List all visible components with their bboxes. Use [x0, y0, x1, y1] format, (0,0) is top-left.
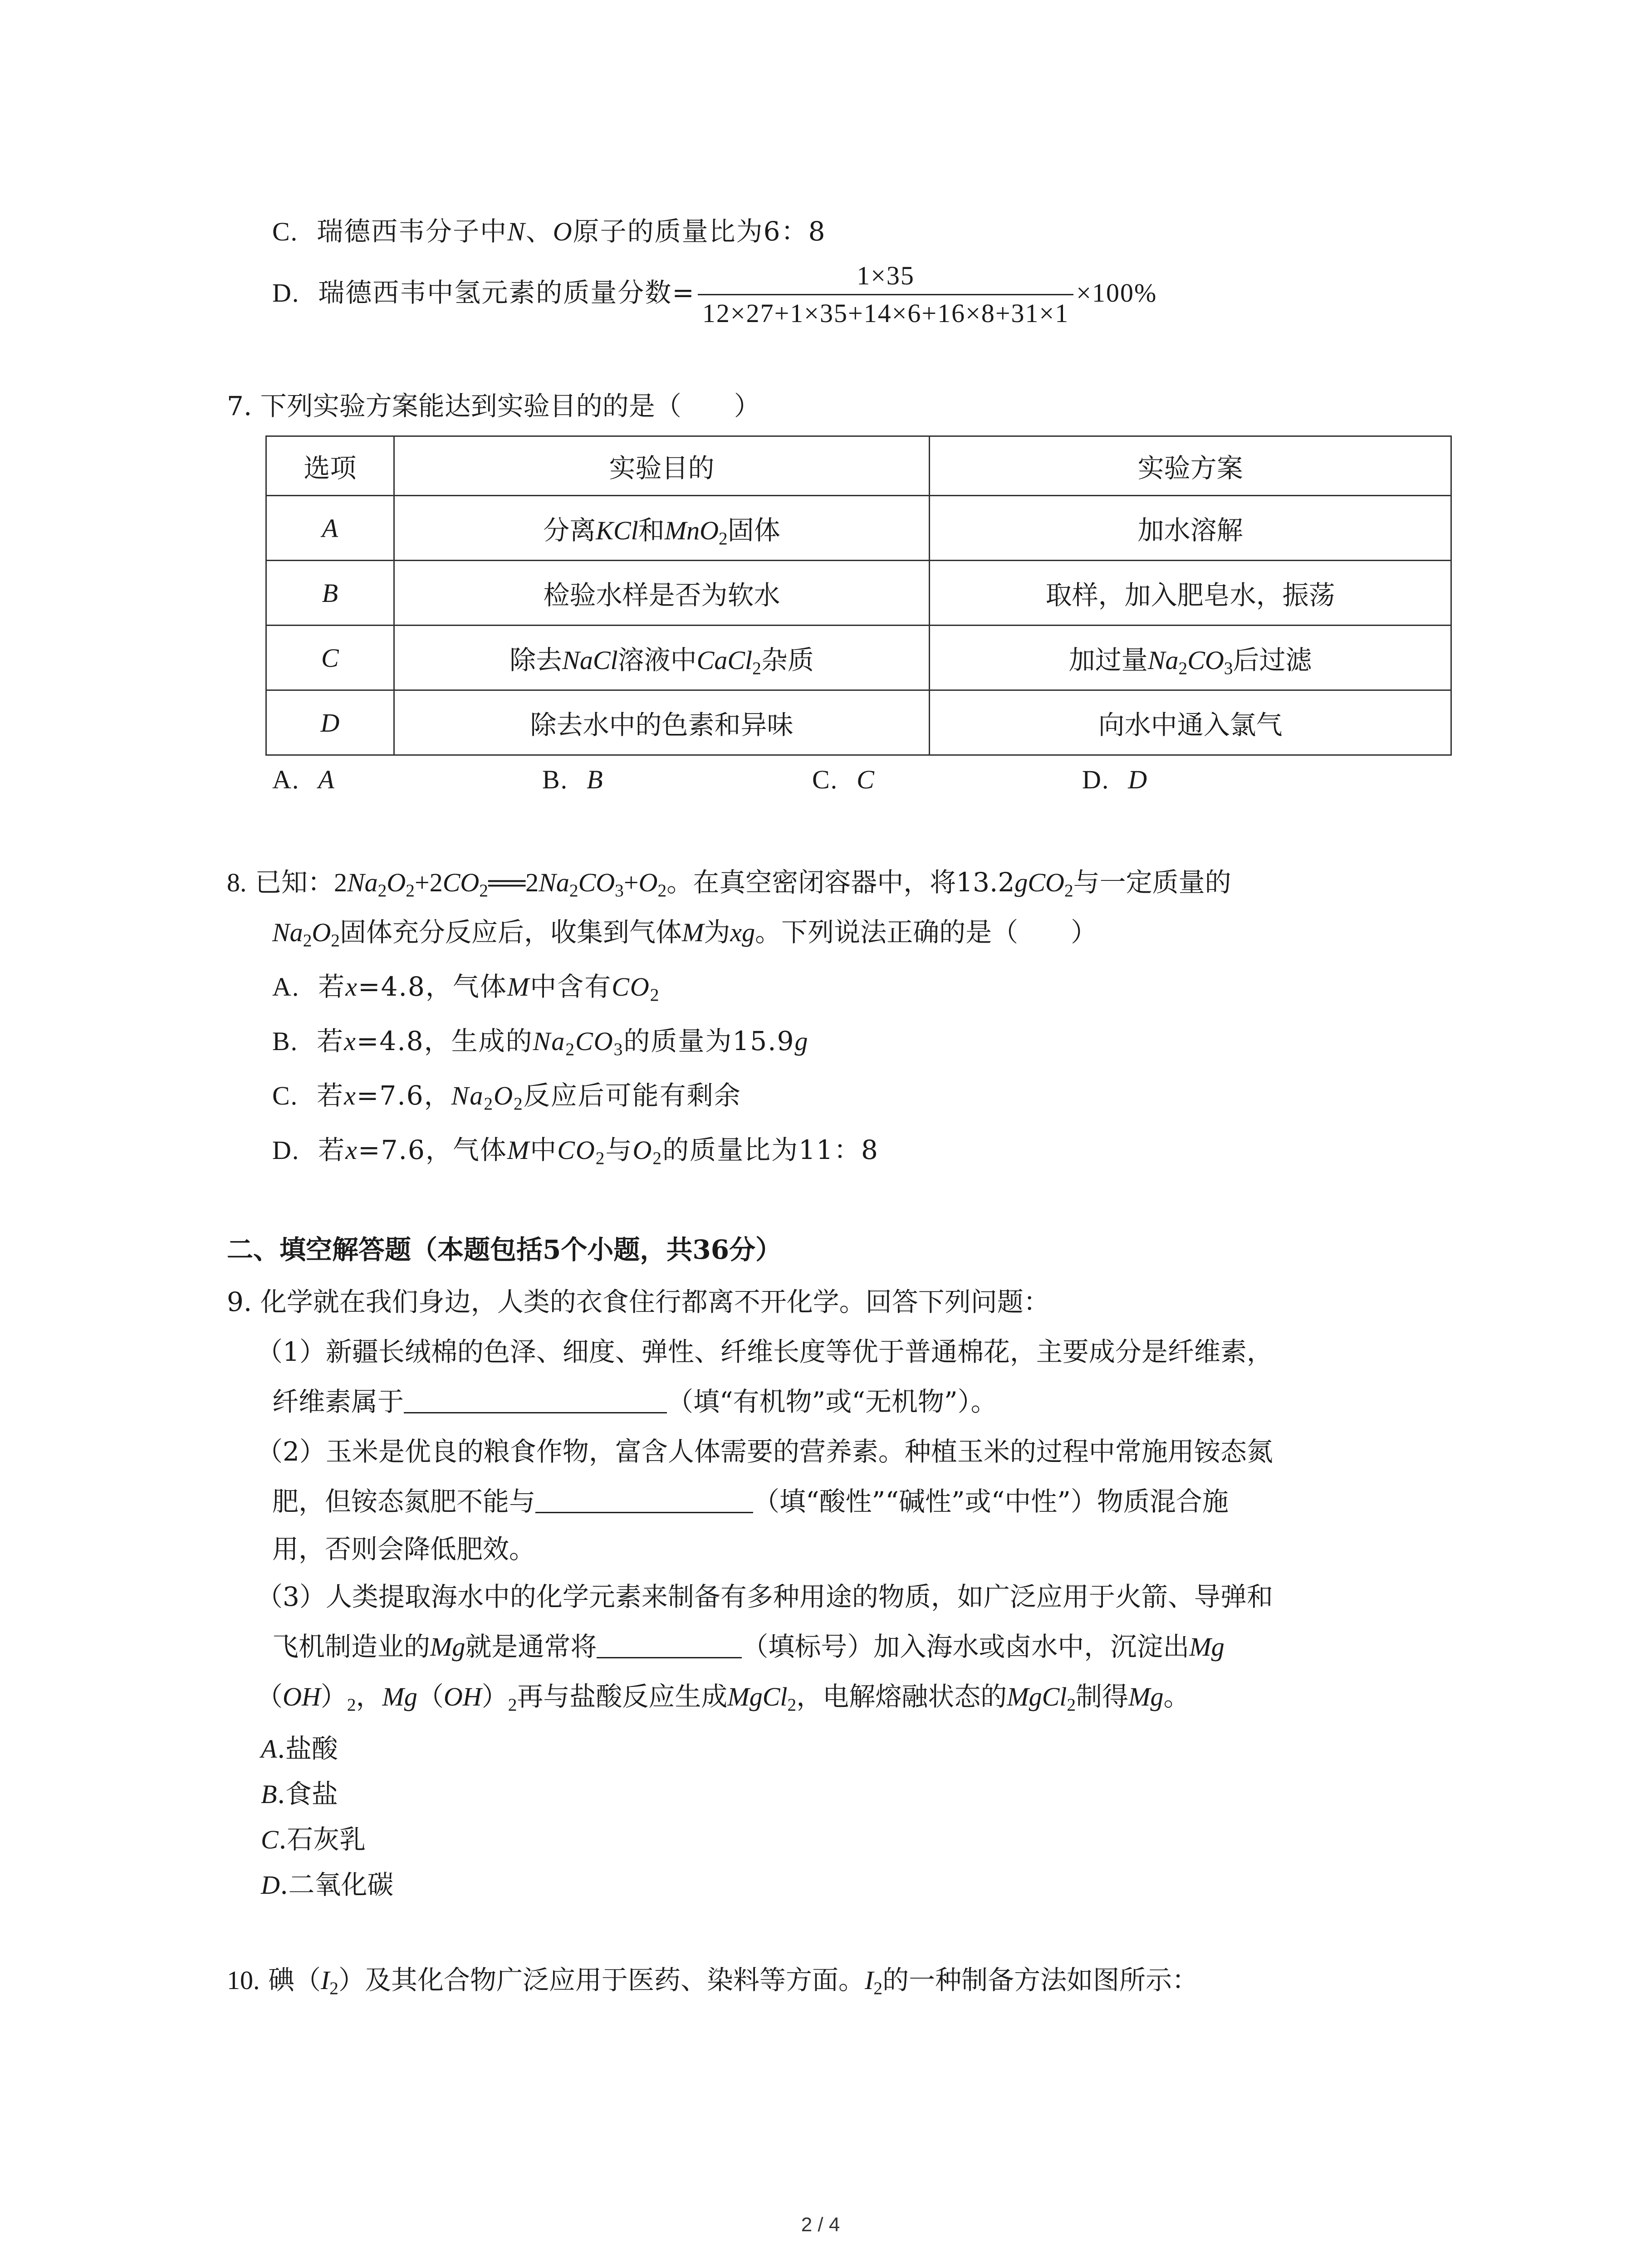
q8-stem-line1: 8. 已知：$2Na_2O_2+2CO_2══2Na_2CO_3+O_2$。在真空密闭容器中，将13.2gCO$_2$与一定质量的	[227, 867, 1231, 901]
q7-choice-b: B. B	[542, 765, 604, 794]
table-cell-option: D	[266, 690, 394, 755]
q9-part1-line1: （1）新疆长绒棉的色泽、细度、弹性、纤维长度等优于普通棉花，主要成分是纤维素，	[256, 1336, 1273, 1367]
table-cell-plan: 加水溶解	[930, 496, 1451, 561]
q9-part3-line3: $(OH)_2$，$Mg(OH)_2$再与盐酸反应生成MgCl$_2$，电解熔融状态的MgCl$_2$制得Mg。	[256, 1681, 1190, 1715]
q7-choice-d: D. D	[1082, 765, 1148, 794]
q9-option-c: C.石灰乳	[261, 1824, 366, 1855]
table-cell-plan: 取样，加入肥皂水，振荡	[930, 561, 1451, 626]
table-cell-plan: 加过量$Na_2CO_3$后过滤	[930, 626, 1451, 690]
table-cell-option: B	[266, 561, 394, 626]
q7-choice-c: C. C	[812, 765, 875, 794]
table-cell-goal: 除去NaCl溶液中CaCl$_2$杂质	[394, 626, 930, 690]
q9-part2-line3: 用，否则会降低肥效。	[272, 1534, 536, 1564]
table-header-row	[266, 436, 1451, 496]
table-row	[266, 496, 1451, 561]
q9-part3-line2: 飞机制造业的Mg就是通常将 （填标号）加入海水或卤水中，沉淀出Mg	[272, 1631, 1225, 1662]
q8-stem-line2: $Na_2O_2$固体充分反应后，收集到气体M为xg。下列说法正确的是（ ）	[272, 917, 1097, 951]
q9-stem: 9. 化学就在我们身边，人类的衣食住行都离不开化学。回答下列问题：	[227, 1286, 1050, 1317]
table-header-cell: 实验方案	[930, 436, 1451, 496]
q8-option-d: D. 若x=7.6，气体M中$CO_2$与$O_2$的质量比为11：8	[272, 1134, 879, 1168]
q7-experiment-table	[265, 435, 1452, 756]
q9-part2-line1: （2）玉米是优良的粮食作物，富含人体需要的营养素。种植玉米的过程中常施用铵态氮	[256, 1436, 1273, 1467]
q8-option-c: C. 若x=7.6，$Na_2O_2$反应后可能有剩余	[272, 1080, 741, 1114]
q9-option-b: B.食盐	[261, 1779, 338, 1809]
equation-equals-sign: ══	[488, 868, 526, 897]
q8-option-a: A. 若x=4.8，气体M中含有$CO_2$	[272, 971, 660, 1005]
table-cell-option: C	[266, 626, 394, 690]
q9-option-d: D.二氧化碳	[261, 1869, 394, 1900]
table-cell-goal: 分离KCl和MnO$_2$固体	[394, 496, 930, 561]
table-cell-plan: 向水中通入氯气	[930, 690, 1451, 755]
table-row	[266, 561, 1451, 626]
section-title: 二、填空解答题（本题包括5个小题，共36分）	[227, 1234, 782, 1265]
table-header-cell: 实验目的	[394, 436, 930, 496]
q9-part2-line2: 肥，但铵态氮肥不能与 （填“酸性”“碱性”或“中性”）物质混合施	[272, 1486, 1229, 1517]
table-header-cell: 选项	[266, 436, 394, 496]
q10-stem: 10. 碘$(I_2)$及其化合物广泛应用于医药、染料等方面。$I_2$的一种制备方法如图所示：	[227, 1965, 1199, 1999]
q8-option-b: B. 若x=4.8，生成的$Na_2CO_3$的质量为15.9g	[272, 1026, 809, 1060]
mass-fraction-formula: $\frac{1\times 35}{12\times 27+1\times 35+14\times 6+16\times 8+31\times 1}$	[698, 261, 1073, 328]
table-cell-goal: 检验水样是否为软水	[394, 561, 930, 626]
answer-blank[interactable]	[597, 1631, 742, 1658]
table-row	[266, 690, 1451, 755]
q9-part3-line1: （3）人类提取海水中的化学元素来制备有多种用途的物质，如广泛应用于火箭、导弹和	[256, 1581, 1273, 1612]
q9-option-a: A.盐酸	[261, 1733, 338, 1764]
q7-choice-a: A. A	[272, 765, 335, 794]
q9-part1-line2: 纤维素属于 （填“有机物”或“无机物”）。	[272, 1386, 997, 1417]
table-row	[266, 626, 1451, 690]
q6-option-d: D. 瑞德西韦中氢元素的质量分数= $\frac{1\times 35}{12\times 27+1\times 35+14\times 6+16\times 8+31\times 1}$ ×100%	[272, 261, 1157, 328]
table-cell-option: A	[266, 496, 394, 561]
answer-blank[interactable]	[535, 1486, 753, 1513]
answer-blank[interactable]	[404, 1386, 667, 1413]
q7-stem: 7. 下列实验方案能达到实验目的的是（ ）	[227, 391, 760, 421]
table-cell-goal: 除去水中的色素和异味	[394, 690, 930, 755]
page-number: 2 / 4	[801, 2214, 840, 2236]
q6-option-c: C. 瑞德西韦分子中N、O原子的质量比为6：8	[272, 216, 826, 247]
